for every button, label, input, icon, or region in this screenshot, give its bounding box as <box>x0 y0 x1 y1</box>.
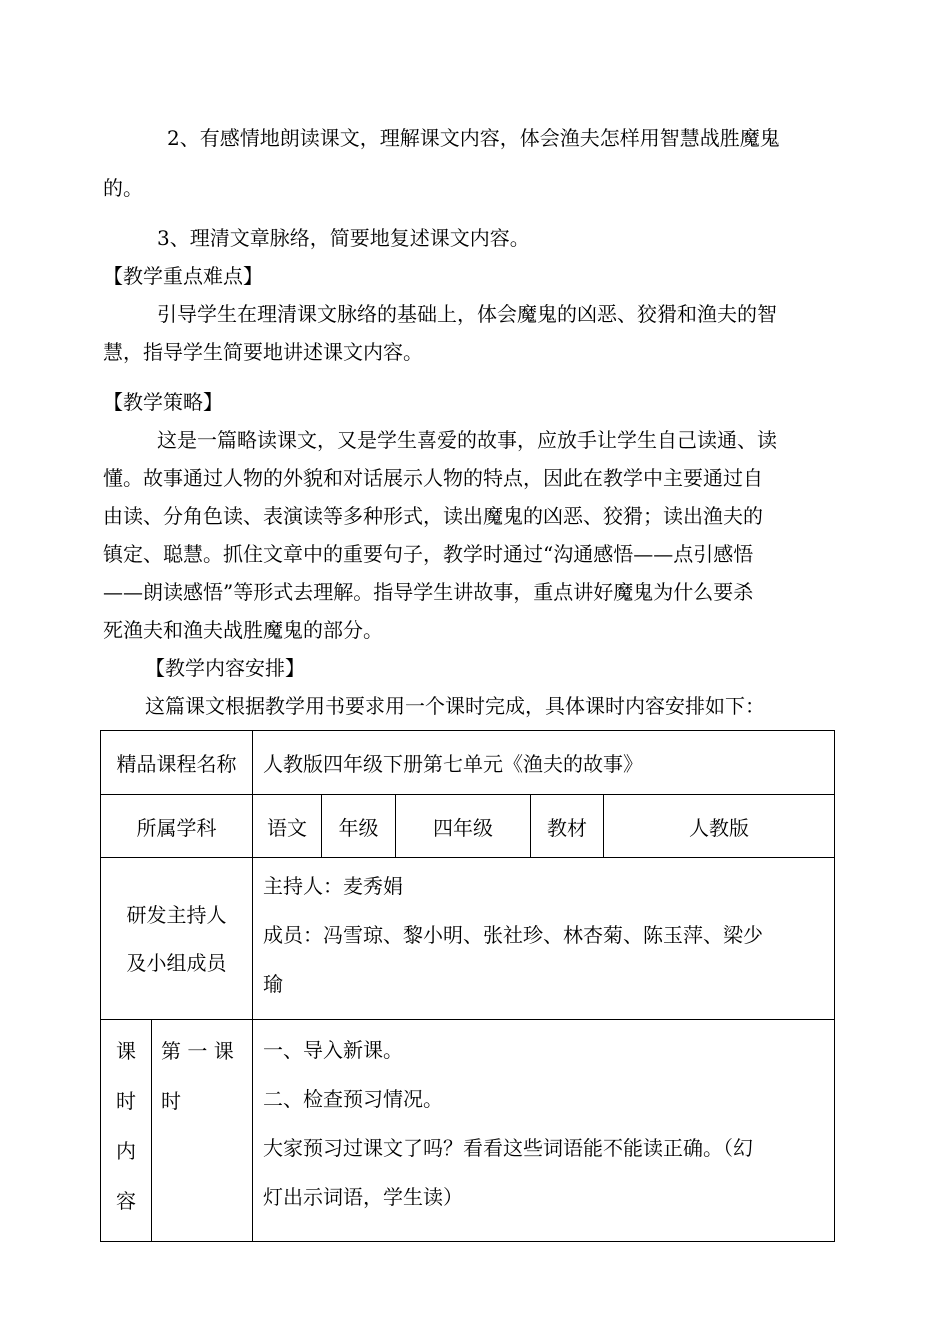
strategy-line-1: 这是一篇略读课文，又是学生喜爱的故事，应放手让学生自己读通、读 <box>157 428 777 452</box>
step-preview-detail-line-1: 大家预习过课文了吗？看看这些词语能不能读正确。（幻 <box>263 1136 753 1160</box>
row-course-name <box>101 731 835 795</box>
textbook-label: 教材 <box>531 795 604 858</box>
team-label <box>101 858 253 1020</box>
lesson-char-4: 容 <box>116 1189 136 1213</box>
lesson-steps <box>253 1020 835 1242</box>
step-intro: 一、导入新课。 <box>263 1038 403 1062</box>
subject-value: 语文 <box>253 795 322 858</box>
course-info-table <box>100 730 835 1242</box>
host-name: 主持人：麦秀娟 <box>263 874 403 898</box>
lesson-period-line-2: 时 <box>161 1089 181 1113</box>
objective-2-line-1: 2、有感情地朗读课文，理解课文内容，体会渔夫怎样用智慧战胜魔鬼 <box>167 126 780 150</box>
team-label-line-2: 及小组成员 <box>126 950 227 975</box>
subject-label: 所属学科 <box>101 795 253 858</box>
textbook-value: 人教版 <box>604 795 835 858</box>
strategy-line-3: 由读、分角色读、表演读等多种形式，读出魔鬼的凶恶、狡猾；读出渔夫的 <box>103 504 763 528</box>
grade-label: 年级 <box>322 795 396 858</box>
team-label-line-1: 研发主持人 <box>126 902 227 927</box>
heading-key-points: 【教学重点难点】 <box>103 264 263 288</box>
heading-strategy: 【教学策略】 <box>103 390 223 414</box>
course-name-value: 人教版四年级下册第七单元《渔夫的故事》 <box>253 731 835 795</box>
course-name-label: 精品课程名称 <box>101 731 253 795</box>
lesson-period <box>152 1020 253 1242</box>
row-team <box>101 858 835 1020</box>
row-subject <box>101 795 835 858</box>
strategy-line-4: 镇定、聪慧。抓住文章中的重要句子，教学时通过“沟通感悟——点引感悟 <box>103 542 754 566</box>
objective-3: 3、理清文章脉络，简要地复述课文内容。 <box>157 226 530 250</box>
members-line-2: 瑜 <box>263 972 283 996</box>
heading-content-plan: 【教学内容安排】 <box>145 656 305 680</box>
content-plan-intro: 这篇课文根据教学用书要求用一个课时完成，具体课时内容安排如下： <box>145 694 765 718</box>
key-points-line-2: 慧，指导学生简要地讲述课文内容。 <box>103 340 423 364</box>
key-points-line-1: 引导学生在理清课文脉络的基础上，体会魔鬼的凶恶、狡猾和渔夫的智 <box>157 302 777 326</box>
strategy-line-6: 死渔夫和渔夫战胜魔鬼的部分。 <box>103 618 383 642</box>
lesson-char-2: 时 <box>116 1089 136 1113</box>
members-line-1: 成员：冯雪琼、黎小明、张社珍、林杏菊、陈玉萍、梁少 <box>263 923 763 947</box>
team-value <box>253 858 835 1020</box>
strategy-line-2: 懂。故事通过人物的外貌和对话展示人物的特点，因此在教学中主要通过自 <box>103 466 763 490</box>
grade-value: 四年级 <box>396 795 531 858</box>
strategy-line-5: ——朗读感悟”等形式去理解。指导学生讲故事，重点讲好魔鬼为什么要杀 <box>103 580 754 604</box>
lesson-char-3: 内 <box>116 1139 136 1163</box>
lesson-period-line-1: 第 一 课 <box>161 1039 234 1063</box>
lesson-char-1: 课 <box>116 1039 136 1063</box>
step-preview-detail-line-2: 灯出示词语，学生读） <box>263 1185 463 1209</box>
row-lesson-content <box>101 1020 835 1242</box>
lesson-content-label <box>101 1020 152 1242</box>
objective-2-line-2: 的。 <box>103 176 143 200</box>
step-preview-check: 二、检查预习情况。 <box>263 1087 443 1111</box>
